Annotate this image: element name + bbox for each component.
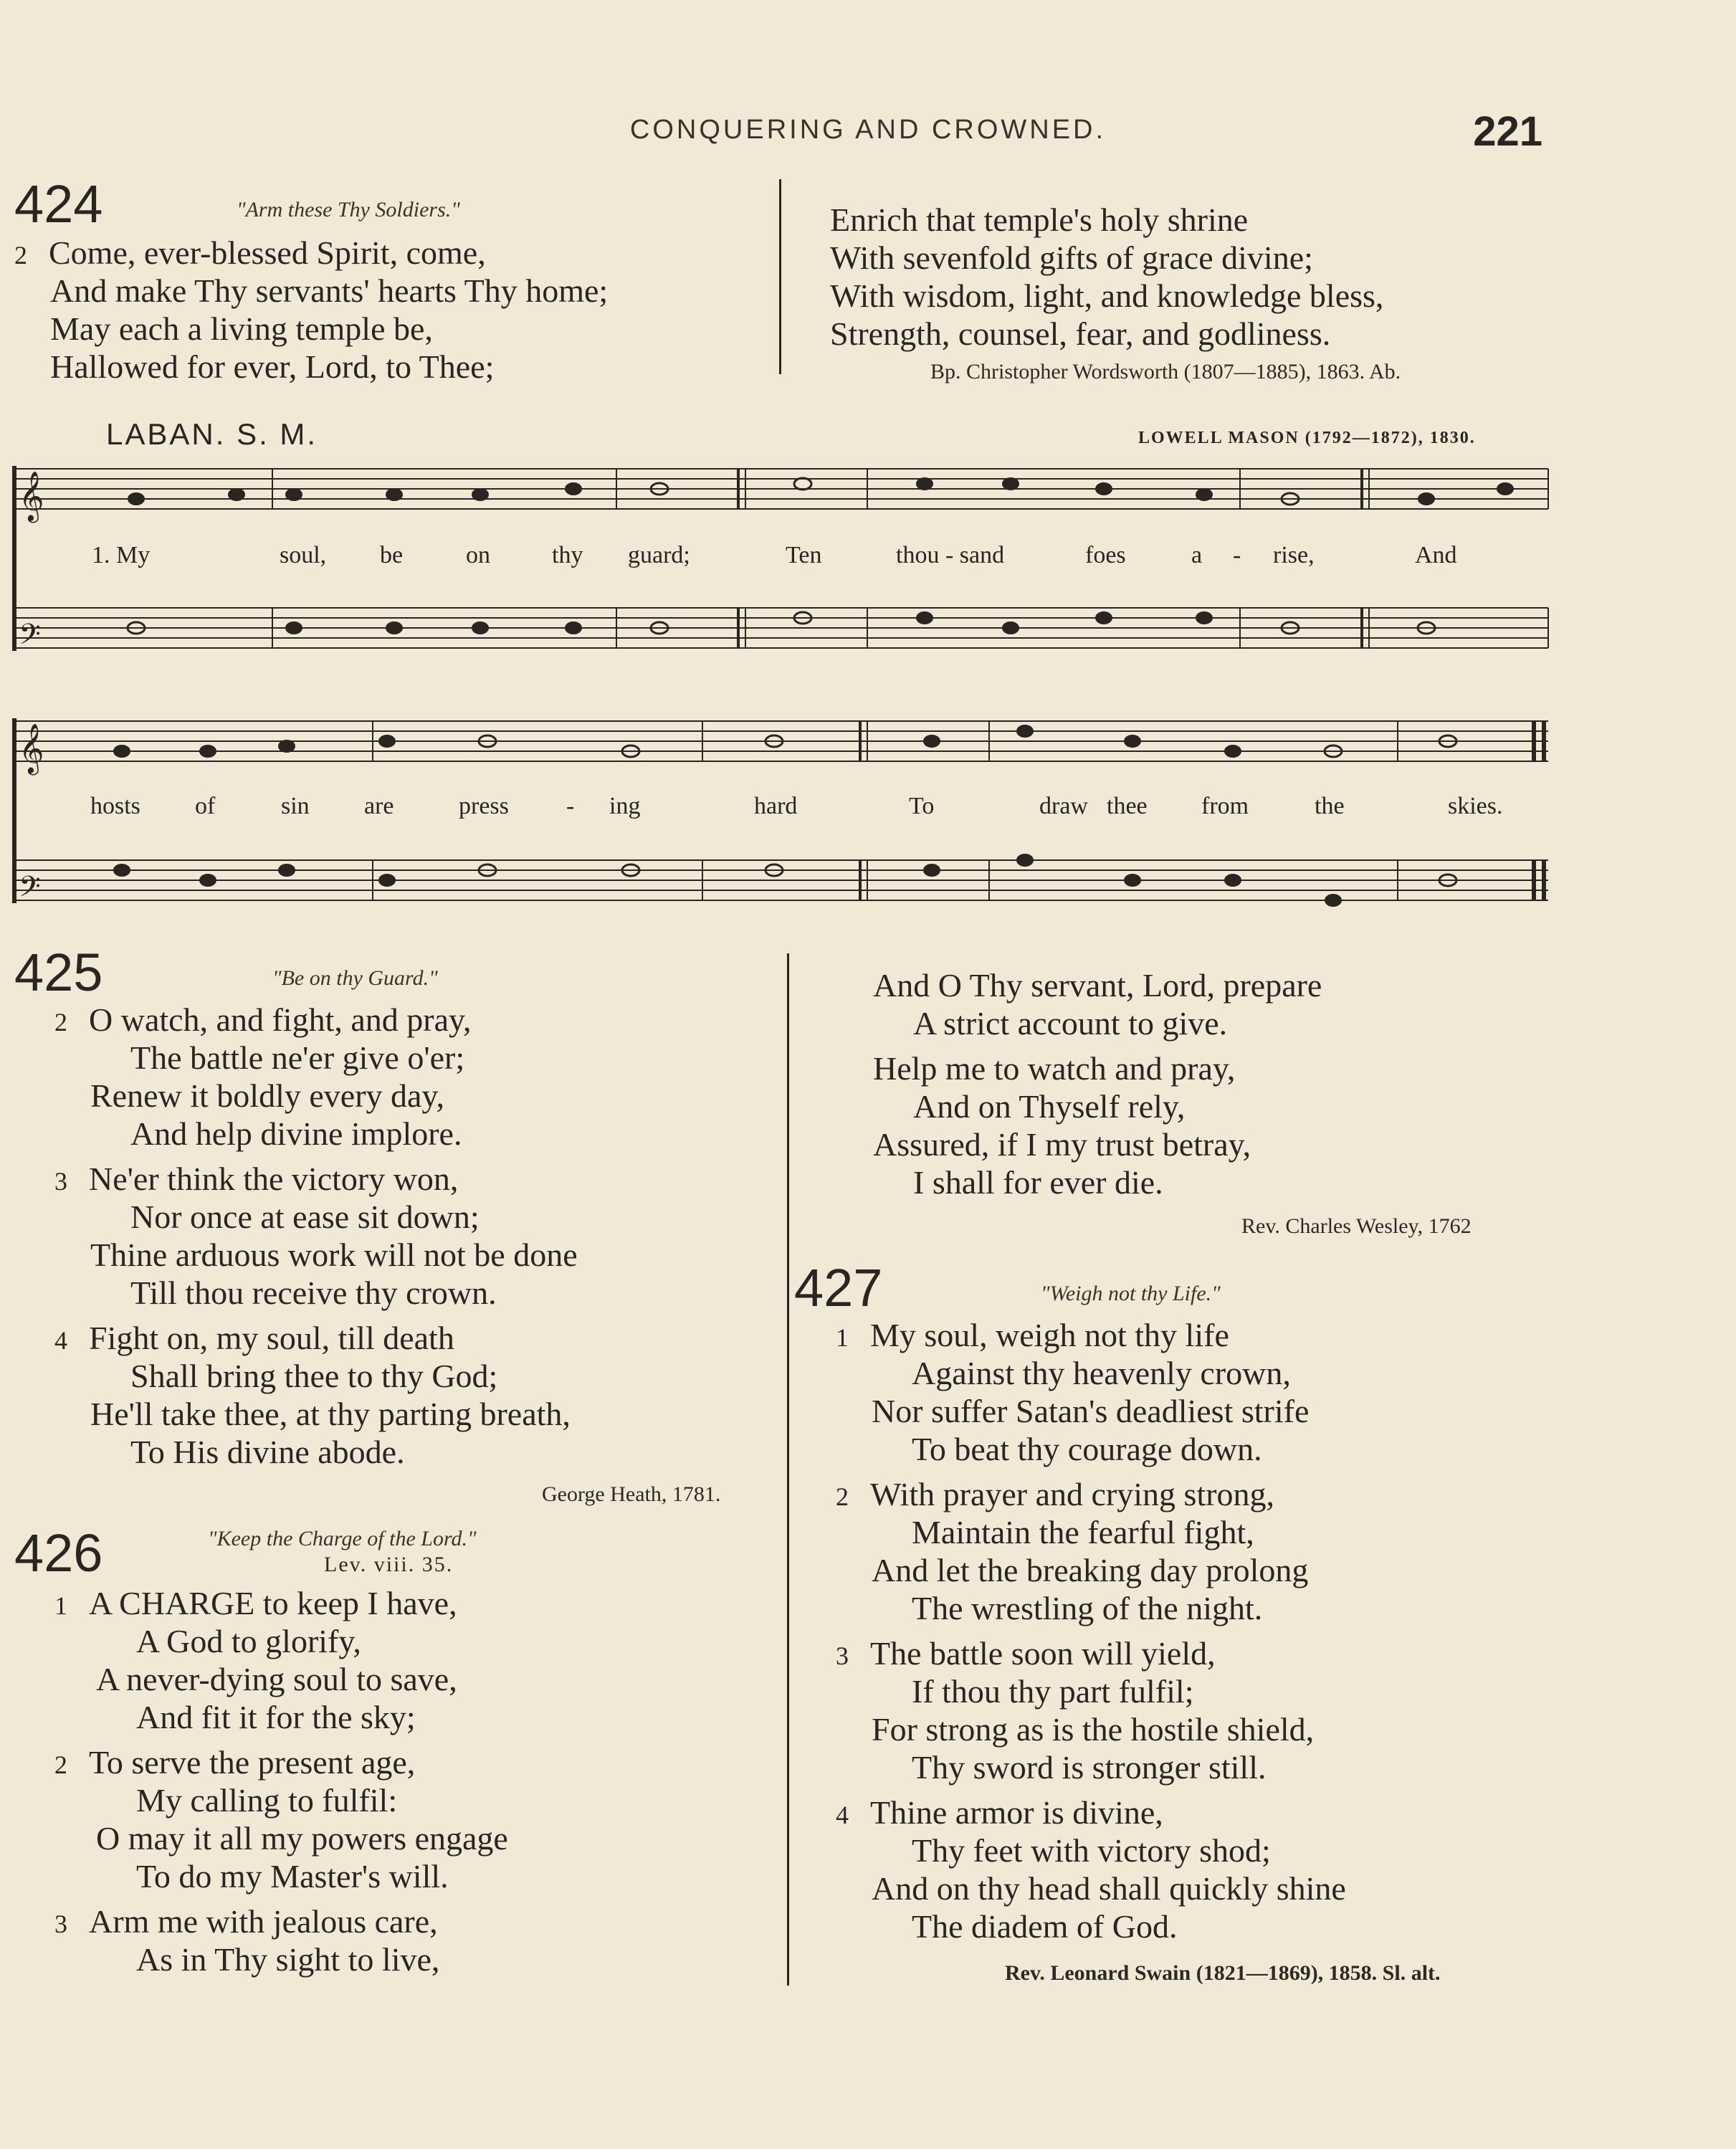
stanza-line: A strict account to give. xyxy=(913,1005,1228,1042)
verse-number: 4 xyxy=(836,1801,849,1829)
stanza-line: And make Thy servants' hearts Thy home; xyxy=(50,272,609,309)
stanza-line: The wrestling of the night. xyxy=(912,1590,1263,1626)
stanza-line: Strength, counsel, fear, and godliness. xyxy=(830,315,1331,352)
stanza-line: The battle soon will yield, xyxy=(870,1635,1216,1672)
stanza-line: With sevenfold gifts of grace divine; xyxy=(830,239,1313,276)
stanza-line: To serve the present age, xyxy=(89,1744,416,1781)
lyric-syllable: thou - sand xyxy=(896,542,1005,568)
stanza-line: Assured, if I my trust betray, xyxy=(873,1126,1251,1163)
stanza-line: And O Thy servant, Lord, prepare xyxy=(873,967,1322,1004)
stanza-line: A CHARGE to keep I have, xyxy=(89,1585,457,1621)
stanza-line: Hallowed for ever, Lord, to Thee; xyxy=(50,348,495,385)
stanza-line: To His divine abode. xyxy=(130,1434,405,1470)
stanza-line: The diadem of God. xyxy=(912,1908,1178,1945)
lyric-syllable: ing xyxy=(609,793,641,819)
hymn-425-stanzas xyxy=(54,1001,578,1471)
verse-number: 3 xyxy=(54,1167,67,1196)
music-score xyxy=(0,444,1736,932)
verse-number: 1 xyxy=(54,1591,67,1620)
hymn-425-subtitle: "Be on thy Guard." xyxy=(272,966,438,990)
stanza-line: And on Thyself rely, xyxy=(913,1088,1186,1125)
lyric-syllable: a xyxy=(1191,542,1203,568)
lyric-syllable: hard xyxy=(754,793,798,819)
lyric-syllable: are xyxy=(364,793,394,819)
hymn-427-stanzas xyxy=(836,1316,1346,1945)
stanza-line: Help me to watch and pray, xyxy=(873,1050,1236,1087)
running-head: CONQUERING AND CROWNED. xyxy=(629,115,1107,145)
treble-staff-2 xyxy=(13,721,1548,761)
stanza-line: Shall bring thee to thy God; xyxy=(130,1358,498,1394)
lyric-syllable: rise, xyxy=(1273,542,1315,568)
treble-clef-icon: 𝄞 xyxy=(19,723,44,773)
stanza-line: Fight on, my soul, till death xyxy=(89,1320,454,1356)
tune-composer: LOWELL MASON (1792—1872), 1830. xyxy=(1138,429,1476,447)
lyric-syllable: - xyxy=(1233,542,1241,568)
clefs xyxy=(19,471,44,910)
hymn-424-right-stanza xyxy=(830,201,1383,353)
stanza-line: Thine arduous work will not be done xyxy=(90,1236,578,1273)
stanza-line: With prayer and crying strong, xyxy=(870,1476,1275,1512)
lyric-syllable: 1. My xyxy=(92,542,151,568)
hymn-number-427: 427 xyxy=(794,1258,883,1317)
stanza-line: I shall for ever die. xyxy=(913,1164,1163,1201)
hymn-426-stanzas xyxy=(54,1584,508,1978)
hymn-426-reference: Lev. viii. 35. xyxy=(324,1553,454,1576)
stanza-line: My calling to fulfil: xyxy=(136,1782,398,1819)
stanza-line: Nor once at ease sit down; xyxy=(130,1199,480,1235)
stanza-line: And help divine implore. xyxy=(130,1115,462,1152)
column-divider xyxy=(779,179,781,374)
bass-clef-icon: 𝄢 xyxy=(19,870,41,910)
stanza-line: And let the breaking day prolong xyxy=(872,1552,1309,1588)
lyric-syllable: To xyxy=(909,793,935,819)
stanza-line: Enrich that temple's holy shrine xyxy=(830,201,1249,238)
stanza-line: Maintain the fearful fight, xyxy=(912,1514,1254,1550)
lyric-syllable: guard; xyxy=(628,542,690,568)
lyric-syllable: on xyxy=(466,542,490,568)
verse-number: 2 xyxy=(836,1482,849,1511)
stanza-line: Renew it boldly every day, xyxy=(90,1077,444,1114)
lyric-syllable: be xyxy=(380,542,404,568)
stanza-line: A never-dying soul to save, xyxy=(96,1661,457,1697)
stanza-line: With wisdom, light, and knowledge bless, xyxy=(830,277,1384,314)
verse-number: 1 xyxy=(836,1323,849,1352)
hymn-number-424: 424 xyxy=(14,174,103,234)
lyric-syllable: skies. xyxy=(1448,793,1503,819)
column-divider xyxy=(787,953,789,1986)
stanza-line: If thou thy part fulfil; xyxy=(912,1673,1194,1710)
page-number: 221 xyxy=(1473,108,1542,155)
treble-clef-icon: 𝄞 xyxy=(19,471,44,521)
verse-number: 4 xyxy=(54,1326,67,1355)
lyric-syllable: thee xyxy=(1107,793,1148,819)
lyric-syllable: of xyxy=(195,793,216,819)
stanza-line: As in Thy sight to live, xyxy=(136,1941,440,1978)
stanza-line: Till thou receive thy crown. xyxy=(130,1274,497,1311)
hymn-number-426: 426 xyxy=(14,1523,103,1583)
stanza-line: Come, ever-blessed Spirit, come, xyxy=(49,234,486,271)
lyric-syllable: thy xyxy=(552,542,583,568)
stanza-line: Thine armor is divine, xyxy=(870,1794,1163,1831)
stanza-line: Arm me with jealous care, xyxy=(89,1903,438,1940)
lyric-syllable: Ten xyxy=(786,542,822,568)
stanza-line: Against thy heavenly crown, xyxy=(912,1355,1291,1391)
lyric-syllable: foes xyxy=(1085,542,1126,568)
verse-number: 2 xyxy=(54,1008,67,1037)
hymn-number-425: 425 xyxy=(14,943,103,1002)
hymn-426-subtitle: "Keep the Charge of the Lord." xyxy=(208,1527,477,1550)
stanza-line: For strong as is the hostile shield, xyxy=(872,1711,1315,1748)
stanza-line: O may it all my powers engage xyxy=(96,1820,508,1857)
verse-number: 3 xyxy=(54,1910,67,1938)
stanza-line: To beat thy courage down. xyxy=(912,1431,1262,1467)
notes-treble-1 xyxy=(128,478,1513,505)
hymn-424-subtitle: "Arm these Thy Soldiers." xyxy=(237,198,460,221)
stanza-line: Nor suffer Satan's deadliest strife xyxy=(872,1393,1310,1429)
verse-number: 2 xyxy=(54,1750,67,1779)
stanza-line: And fit it for the sky; xyxy=(136,1699,416,1735)
stanza-line: A God to glorify, xyxy=(136,1623,361,1659)
stanza-line: My soul, weigh not thy life xyxy=(870,1317,1229,1353)
lyric-syllable: the xyxy=(1315,793,1345,819)
lyric-syllable: sin xyxy=(281,793,310,819)
stanza-line: Thy sword is stronger still. xyxy=(912,1749,1267,1786)
stanza-line: He'll take thee, at thy parting breath, xyxy=(90,1396,571,1432)
lyric-syllable: hosts xyxy=(90,793,140,819)
lyrics-line-1 xyxy=(0,542,1577,573)
bass-clef-icon: 𝄢 xyxy=(19,618,41,658)
hymn-424-attribution: Bp. Christopher Wordsworth (1807—1885), 1863. Ab. xyxy=(930,360,1401,383)
verse-number: 2 xyxy=(14,241,27,270)
bass-staff xyxy=(13,608,1548,648)
hymn-427-subtitle: "Weigh not thy Life." xyxy=(1041,1282,1221,1305)
hymn-425-attribution: George Heath, 1781. xyxy=(542,1482,721,1506)
tune-name: LABAN. S. M. xyxy=(106,417,318,451)
hymn-427-attribution: Rev. Leonard Swain (1821—1869), 1858. Sl. alt. xyxy=(1005,1961,1441,1985)
notes-bass-1 xyxy=(128,612,1435,634)
verse-number: 3 xyxy=(836,1641,849,1670)
stanza-line: To do my Master's will. xyxy=(136,1858,449,1895)
stanza-line: O watch, and fight, and pray, xyxy=(89,1001,472,1038)
hymn-425-continuation-attribution: Rev. Charles Wesley, 1762 xyxy=(1241,1214,1472,1238)
stanza-line: And on thy head shall quickly shine xyxy=(872,1870,1346,1907)
treble-staff xyxy=(13,469,1548,509)
hymn-424-left-stanza xyxy=(14,234,608,386)
lyric-syllable: from xyxy=(1201,793,1249,819)
stanza-line: The battle ne'er give o'er; xyxy=(130,1039,465,1076)
lyric-syllable: press xyxy=(459,793,509,819)
lyrics-line-2 xyxy=(0,793,1577,824)
stanza-line: May each a living temple be, xyxy=(50,310,433,347)
stanza-line: Thy feet with victory shod; xyxy=(912,1832,1271,1869)
hymn-425-continuation xyxy=(873,966,1322,1201)
lyric-syllable: soul, xyxy=(280,542,327,568)
lyric-syllable: - xyxy=(566,793,575,819)
lyric-syllable: draw xyxy=(1039,793,1088,819)
stanza-line: Ne'er think the victory won, xyxy=(89,1161,459,1197)
lyric-syllable: And xyxy=(1415,542,1457,568)
